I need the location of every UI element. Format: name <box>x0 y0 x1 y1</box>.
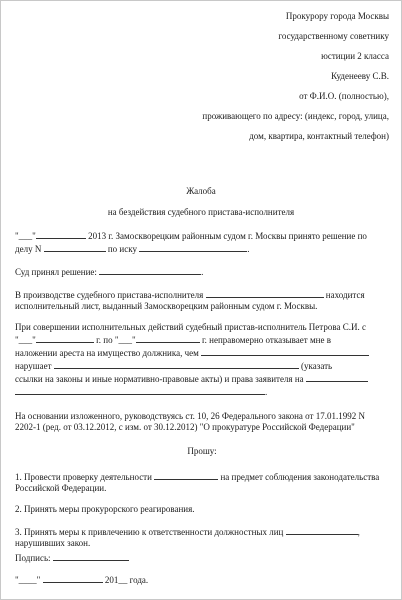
text: 2013 г. Замоскворецким районным судом г. Москвы принято решение по <box>88 231 367 241</box>
paragraph-decision: "___" 2013 г. Замоскворецким районным судом г. Москвы принято решение по делу N по иску . <box>15 231 367 254</box>
text: г. по "___" <box>96 335 136 345</box>
sender-line-2: проживающего по адресу: (индекс, город, улица, <box>202 111 389 121</box>
blank-field <box>36 333 94 343</box>
text: (указать <box>301 361 333 371</box>
paragraph-inaction: При совершении исполнительных действий судебный пристав-исполнитель Петрова С.И. с "___" г. по "___" г. неправомерно отказывает мне в наложении ареста на имущество должника, чем нарушает (указать ссылки на законы и иные нормативно-правовые акты) и права заявителя на . <box>15 322 389 398</box>
text: 1. Провести проверку деятельности <box>15 472 152 482</box>
document-title <box>1 186 401 228</box>
text: Российской Федерации. <box>15 483 107 493</box>
blank-field <box>15 385 265 395</box>
addressee-line-1: Прокурору города Москвы <box>285 11 389 21</box>
text: находится <box>325 290 365 300</box>
text: ссылки на законы и иные нормативно-правовые акты) и права заявителя на <box>15 374 304 384</box>
paragraph-legal-basis <box>15 411 389 433</box>
signature-line <box>15 551 148 573</box>
blank-field <box>53 551 129 561</box>
paragraph-proceedings <box>15 288 389 312</box>
text: "___" <box>15 231 36 241</box>
blank-field <box>201 346 369 356</box>
blank-field <box>136 333 200 343</box>
blank-field <box>36 229 86 239</box>
text: исполнительный лист, выданный Замоскворецким районным судом г. Москвы. <box>15 301 318 311</box>
blank-field <box>44 242 106 252</box>
blank-field <box>154 470 218 480</box>
text: нарушает <box>15 361 52 371</box>
request-item-2: 2. Принять меры прокурорского реагирования. <box>15 504 195 514</box>
text: г. неправомерно отказывает мне в <box>201 335 331 345</box>
text: 3. Принять меры к привлечению к ответственности должностных лиц <box>15 527 284 537</box>
text: 201__ года. <box>104 575 149 585</box>
text: нарушивших закон. <box>15 538 91 548</box>
request-heading: Прошу: <box>187 446 217 456</box>
text: по иску <box>107 244 137 254</box>
date-line <box>15 573 148 595</box>
text: на предмет соблюдения законодательства <box>220 472 380 482</box>
text: В производстве судебного пристава-исполнителя <box>15 290 204 300</box>
addressee-line-2: государственному советнику <box>278 31 389 41</box>
document-body <box>15 229 389 549</box>
text: На основании изложенного, руководствуясь ст. 10, 26 Федерального закона от 17.01.1992 N <box>15 411 365 421</box>
signature-block <box>15 551 148 595</box>
blank-field <box>286 525 358 535</box>
blank-field <box>206 288 324 298</box>
request-item-1 <box>15 470 389 494</box>
title-line-2: на бездействия судебного пристава-исполнителя <box>107 207 295 217</box>
blank-field <box>99 265 201 275</box>
text: делу N <box>15 244 42 254</box>
title-line-1: Жалоба <box>186 186 216 196</box>
request-item-3: 3. Принять меры к привлечению к ответственности должностных лиц , нарушивших закон. <box>15 527 360 548</box>
paragraph-court-ruling: Суд принял решение: . <box>15 267 204 277</box>
blank-field <box>43 573 103 583</box>
signature-label: Подпись: <box>15 553 51 563</box>
sender-line-1: от Ф.И.О. (полностью), <box>299 91 389 101</box>
addressee-line-3: юстиции 2 класса <box>321 51 389 61</box>
text: "___" <box>15 335 36 345</box>
text: При совершении исполнительных действий судебный пристав-исполнитель Петрова С.И. с <box>15 322 366 332</box>
blank-field <box>139 242 247 252</box>
sender-line-3: дом, квартира, контактный телефон) <box>249 131 389 141</box>
text: "____" <box>15 575 41 585</box>
blank-field <box>54 359 299 369</box>
text: 2202-1 (ред. от 03.12.2012, с изм. от 30.12.2012) "О прокуратуре Российской Федерации" <box>15 422 355 432</box>
blank-field <box>306 372 368 382</box>
text: наложении ареста на имущество должника, чем <box>15 348 199 358</box>
addressee-line-4: Куденееву С.В. <box>331 71 389 81</box>
addressee-block <box>189 11 389 151</box>
text: Суд принял решение: <box>15 267 97 277</box>
